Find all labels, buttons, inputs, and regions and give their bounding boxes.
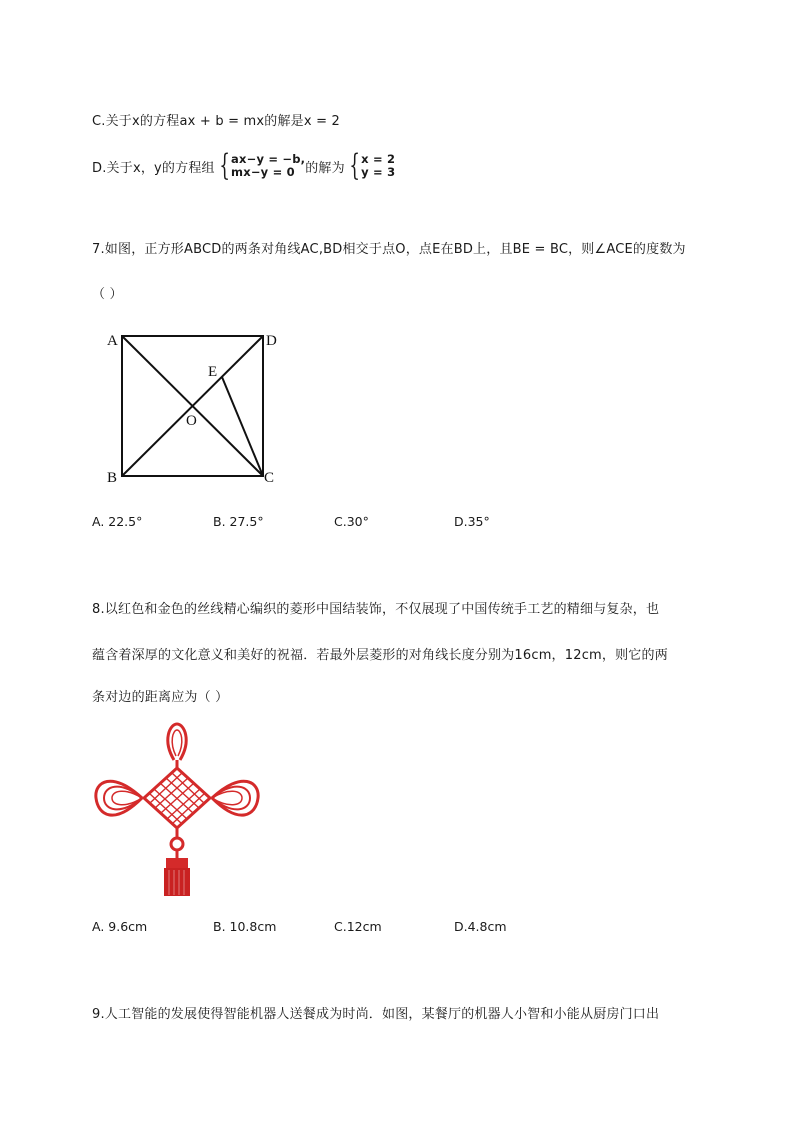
q8-line-1: 8.以红色和金色的丝线精心编织的菱形中国结装饰，不仅展现了中国传统手工艺的精细与复杂，也 [92,602,660,617]
q8-option-d: D.4.8cm [454,919,507,934]
q6-option-d-middle: 的解为 [305,160,345,176]
tassel-cap [166,858,188,868]
q7-option-d: D.35° [454,514,490,529]
q8-option-c: C.12cm [334,919,382,934]
q7-option-a: A. 22.5° [92,514,143,529]
label-a: A [107,333,118,349]
q7-square-figure [100,325,290,490]
label-o: O [186,413,197,429]
chinese-knot [96,724,258,858]
q7-option-b: B. 27.5° [213,514,264,529]
label-b: B [107,470,118,486]
equation-system-2 [345,148,396,183]
tassel [164,868,190,896]
system2-eq2: y = 3 [361,165,396,179]
label-c: C [264,470,275,486]
q6-option-c: C.关于x的方程ax + b = mx的解是x = 2 [92,114,341,129]
label-d: D [266,333,277,349]
q7-text: 7.如图，正方形ABCD的两条对角线AC,BD相交于点O，点E在BD上，且BE = BC，则∠ACE的度数为 [92,242,686,257]
q7-option-c: C.30° [334,514,369,529]
label-e: E [208,364,218,380]
chinese-knot-image [92,720,262,898]
system1-eq2: mx−y = 0 [231,165,295,179]
q8-option-b: B. 10.8cm [213,919,277,934]
q8-line-2: 蕴含着深厚的文化意义和美好的祝福．若最外层菱形的对角线长度分别为16cm，12cm，则它的两 [92,648,668,663]
q9-line-1: 9.人工智能的发展使得智能机器人送餐成为时尚．如图，某餐厅的机器人小智和小能从厨房门口出 [92,1007,660,1022]
brace-2: { [349,148,360,183]
system2-eq1: x = 2 [361,152,396,166]
q7-paren: （ ） [92,287,123,302]
equation-system-1 [215,148,306,183]
q6-option-d-prefix: D.关于x，y的方程组 [92,160,215,176]
q8-line-3: 条对边的距离应为（ ） [92,690,229,705]
q8-option-a: A. 9.6cm [92,919,148,934]
q6-option-d [92,148,396,183]
brace-1: { [219,148,230,183]
segment-ce [222,377,263,476]
system1-eq1: ax−y = −b, [231,152,306,166]
